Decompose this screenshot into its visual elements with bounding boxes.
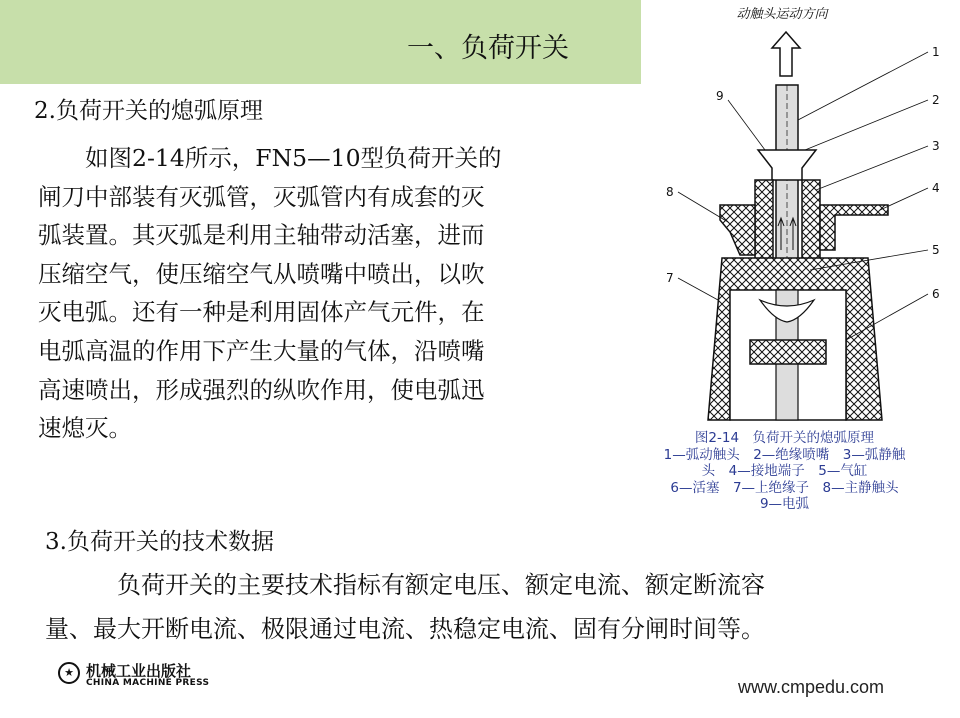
- title-bar: [0, 0, 641, 84]
- label-1: 1: [932, 45, 940, 59]
- section-3-paragraph: [45, 563, 925, 651]
- paragraph-line: 量、最大开断电流、极限通过电流、热稳定电流、固有分闸时间等。: [45, 615, 765, 643]
- paragraph-line: 压缩空气，使压缩空气从喷嘴中喷出，以吹: [38, 259, 485, 288]
- paragraph-line: 闸刀中部装有灭弧管，灭弧管内有成套的灭: [38, 182, 485, 211]
- up-arrow-icon: [772, 32, 800, 76]
- main-static-contact: [720, 205, 755, 255]
- paragraph-line: 灭电弧。还有一种是利用固体产气元件，在: [38, 298, 485, 327]
- label-8: 8: [666, 185, 674, 199]
- caption-line: 6—活塞 7—上绝缘子 8—主静触头: [670, 479, 899, 496]
- paragraph-line: 负荷开关的主要技术指标有额定电压、额定电流、额定断流容: [45, 571, 765, 599]
- star-icon: ★: [58, 662, 80, 684]
- label-9: 9: [716, 89, 724, 103]
- arc-static-contact-left: [755, 180, 773, 260]
- paragraph-line: 电弧高温的作用下产生大量的气体，沿喷嘴: [38, 336, 485, 365]
- label-2: 2: [932, 93, 940, 107]
- paragraph-line: 弧装置。其灭弧是利用主轴带动活塞，进而: [38, 221, 485, 250]
- publisher-name-en: CHINA MACHINE PRESS: [86, 678, 210, 688]
- website-link[interactable]: www.cmpedu.com: [738, 677, 885, 697]
- slide-title: 一、负荷开关: [407, 33, 569, 64]
- paragraph-line: 高速喷出，形成强烈的纵吹作用，使电弧迅: [38, 375, 485, 404]
- section-2-paragraph: [38, 139, 598, 448]
- label-6: 6: [932, 287, 940, 301]
- arc-extinguishing-diagram: [610, 0, 960, 430]
- figure-caption: [612, 430, 957, 513]
- insulating-nozzle: [758, 150, 816, 180]
- label-7: 7: [666, 271, 674, 285]
- caption-line: 头 4—接地端子 5—气缸: [701, 463, 868, 479]
- section-2-heading: 2.负荷开关的熄弧原理: [34, 98, 263, 124]
- section-3-heading: 3.负荷开关的技术数据: [45, 529, 274, 555]
- label-4: 4: [932, 181, 940, 195]
- publisher-name-cn: 机械工业出版社: [86, 662, 192, 680]
- ground-terminal: [820, 205, 888, 250]
- label-5: 5: [932, 243, 940, 257]
- caption-line: 图2-14 负荷开关的熄弧原理: [694, 430, 875, 446]
- paragraph-line: 如图2-14所示，FN5—10型负荷开关的: [38, 144, 502, 172]
- caption-line: 1—弧动触头 2—绝缘喷嘴 3—弧静触: [663, 446, 906, 463]
- caption-line: 9—电弧: [759, 496, 810, 512]
- label-3: 3: [932, 139, 940, 153]
- motion-direction-label: 动触头运动方向: [736, 7, 828, 22]
- paragraph-line: 速熄灭。: [38, 414, 132, 443]
- arc-static-contact-right: [802, 180, 820, 260]
- piston: [750, 340, 826, 364]
